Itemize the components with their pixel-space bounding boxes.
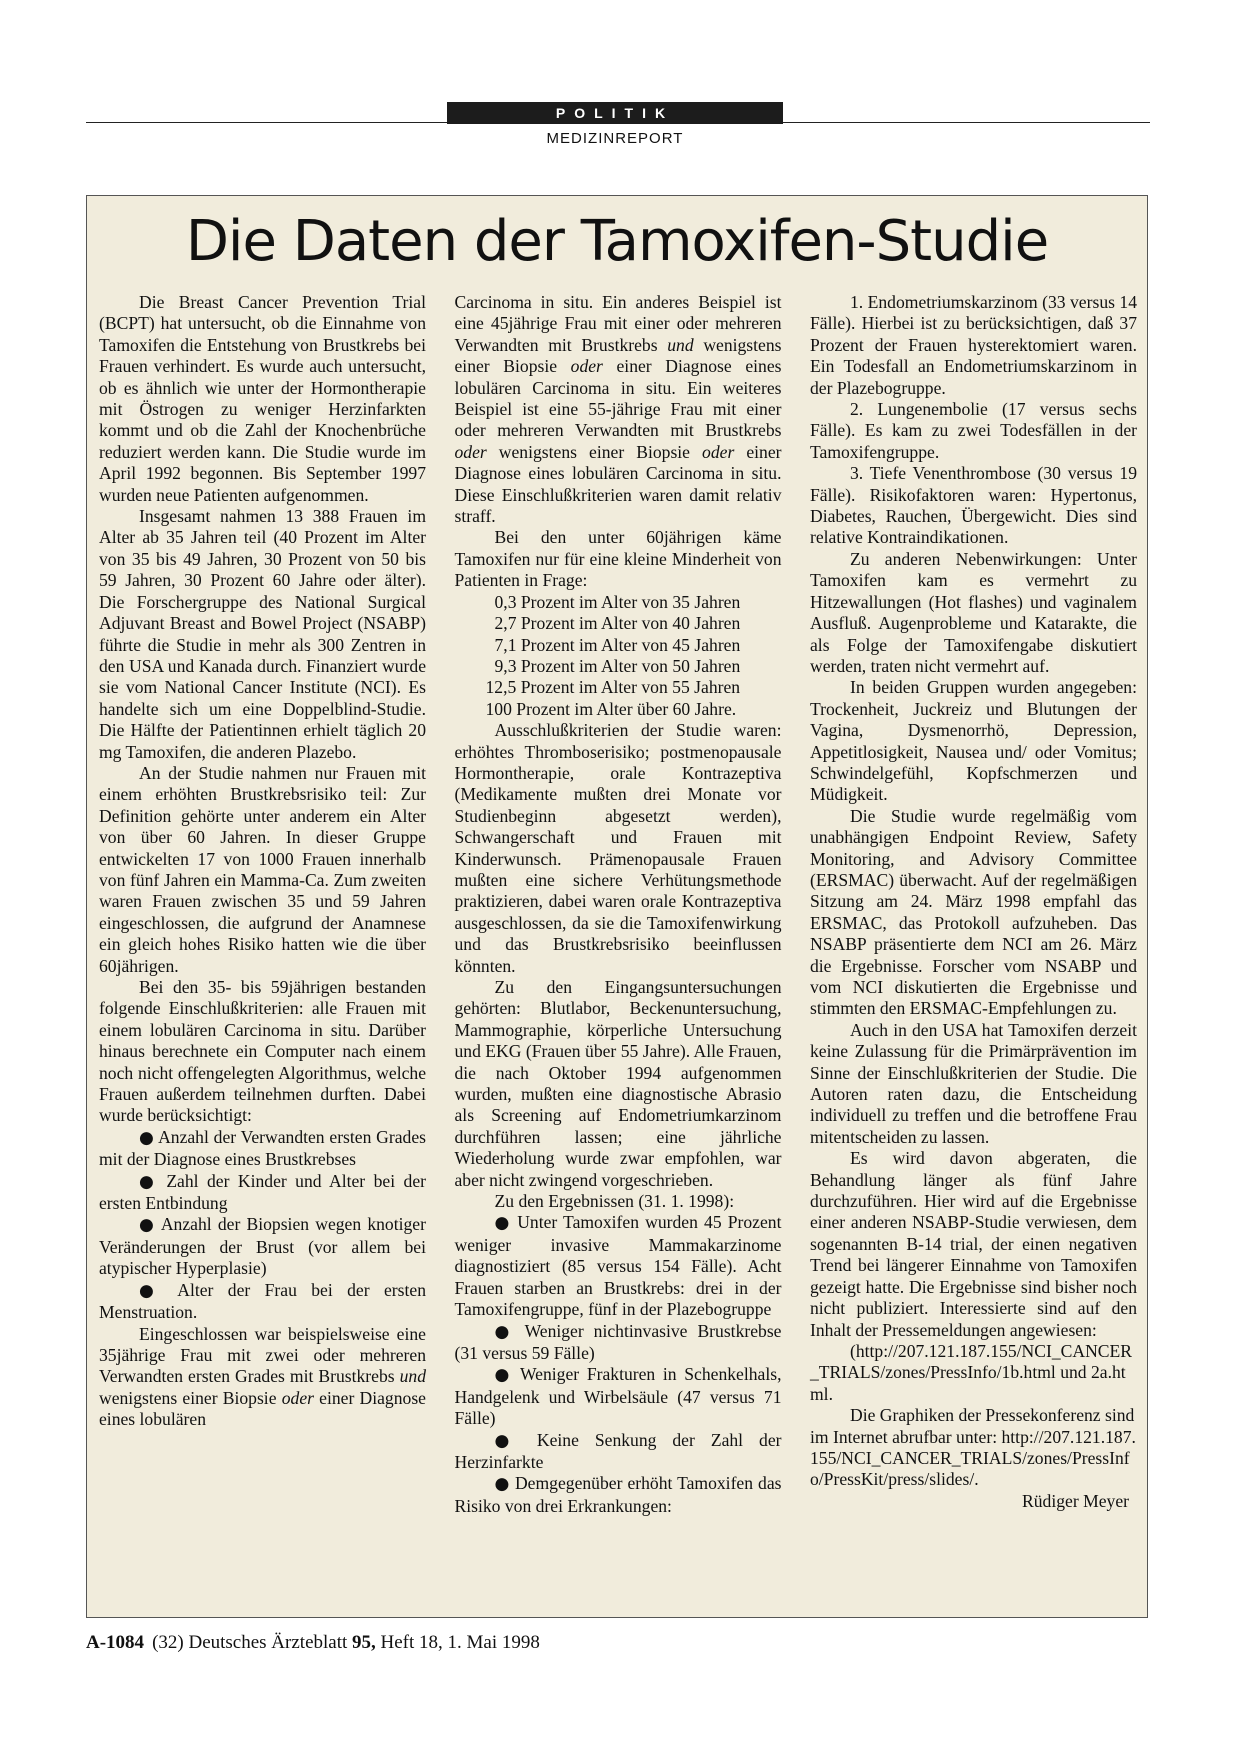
bullet-icon: ● bbox=[494, 1430, 521, 1451]
bullet-icon: ● bbox=[139, 1171, 158, 1192]
paragraph bbox=[99, 1324, 426, 1431]
age-list-item: 9,3 Prozent im Alter von 50 Jahren bbox=[494, 655, 741, 676]
column-2 bbox=[455, 292, 782, 1517]
bullet-icon: ● bbox=[494, 1321, 515, 1342]
bullet-text: Anzahl der Verwandten ersten Grades mit der Diagnose eines Brustkrebses bbox=[99, 1126, 427, 1170]
age-list-item: 7,1 Prozent im Alter von 45 Jahren bbox=[494, 634, 741, 655]
graphics-url: Die Graphiken der Pressekonferenz sind im Internet abrufbar unter: http://207.121.187.155/NCI_CANCER_TRIALS/zones/PressInfo/PressKit/press/slides/. bbox=[810, 1405, 1136, 1490]
paragraph: An der Studie nahmen nur Frauen mit einem erhöhten Brustkrebsrisiko teil: Zur Definition gehörte unter anderem ein Alter von über 60 Jahren. In dieser Gruppe entwickelten 17 von 1000 Frauen innerhalb von fünf Jahren ein Mamma-Ca. Zum zweiten waren Frauen zwischen 35 und 59 Jahren eingeschlossen, die aufgrund der Anamnese ein gleich hohes Risiko hatten wie die über 60jährigen. bbox=[99, 762, 426, 976]
bullet-icon: ● bbox=[494, 1474, 510, 1495]
emphasis: oder bbox=[570, 356, 603, 377]
bullet-item bbox=[455, 1321, 782, 1365]
bullet-text: Zahl der Kinder und Alter bei der ersten Entbindung bbox=[99, 1170, 426, 1214]
citation-issue: Heft 18, 1. Mai 1998 bbox=[375, 1632, 540, 1653]
paragraph: Auch in den USA hat Tamoxifen derzeit keine Zulassung für die Primärprävention im Sinne der Einschlußkriterien der Studie. Die Autoren raten dazu, die Entscheidung individuell zu treffen und die betroffene Frau mitentscheiden zu lassen. bbox=[810, 1019, 1137, 1147]
emphasis: oder bbox=[281, 1387, 314, 1408]
bullet-text: Weniger Frakturen in Schenkelhals, Handgelenk und Wirbelsäule (47 versus 71 Fälle) bbox=[454, 1364, 782, 1429]
emphasis: oder bbox=[454, 441, 487, 462]
paragraph: Zu anderen Nebenwirkungen: Unter Tamoxifen kam es vermehrt zu Hitzewallungen (Hot flashes) und vaginalem Ausfluß. Augenprobleme und Katarakte, die als Folge der Tamoxifengabe diskutiert werden, traten nicht vermehrt auf. bbox=[810, 548, 1137, 676]
bullet-icon: ● bbox=[139, 1215, 156, 1236]
bullet-icon: ● bbox=[494, 1365, 513, 1386]
paragraph: Insgesamt nahmen 13 388 Frauen im Alter ab 35 Jahren teil (40 Prozent im Alter von 35 bis 49 Jahren, 30 Prozent von 50 bis 59 Jahren, 30 Prozent 60 Jahre oder älter). Die Forschergruppe des National Surgical Adjuvant Breast and Bowel Project (NSABP) führte die Studie in mehr als 300 Zentren in den USA und Kanada durch. Finanziert wurde sie vom National Cancer Institute (NCI). Es handelte sich um eine Doppelblind-Studie. Die Hälfte der Patientinnen erhielt täglich 20 mg Tamoxifen, die anderen Plazebo. bbox=[99, 506, 426, 762]
column-1 bbox=[99, 292, 426, 1517]
paragraph: Bei den unter 60jährigen käme Tamoxifen nur für eine kleine Minderheit von Patienten in Frage: bbox=[454, 527, 782, 591]
article-box bbox=[86, 195, 1148, 1618]
bullet-item bbox=[455, 1212, 782, 1320]
bullet-item bbox=[99, 1171, 426, 1215]
press-url: (http://207.121.187.155/NCI_CANCER_TRIALS/zones/PressInfo/1b.html und 2a.html. bbox=[810, 1340, 1132, 1404]
text-run: einer Diagnose eines lobulären Carcinoma in situ. Ein weiteres Beispiel ist eine 55-jährige Frau mit einer oder mehreren Verwandten mit Brustkrebs bbox=[454, 356, 782, 441]
bullet-text: Anzahl der Biopsien wegen knotiger Veränderungen der Brust (vor allem bei atypischer Hyperplasie) bbox=[99, 1214, 426, 1279]
age-list-item: 2,7 Prozent im Alter von 40 Jahren bbox=[494, 613, 741, 634]
author-name: Rüdiger Meyer bbox=[1022, 1490, 1129, 1511]
bullet-text: Keine Senkung der Zahl der Herzinfarkte bbox=[454, 1429, 782, 1472]
paragraph: Die Breast Cancer Prevention Trial (BCPT) hat untersucht, ob die Einnahme von Tamoxifen die Entstehung von Brustkrebs bei Frauen verhindert. Es wurde auch untersucht, ob es ähnlich wie unter der Hormontherapie mit Östrogen zu weniger Herzinfarkten kommt und ob die Zahl der Knochenbrüche reduziert werden kann. Die Studie wurde im April 1992 begonnen. Bis September 1997 wurden neue Patienten aufgenommen. bbox=[99, 292, 426, 505]
emphasis: oder bbox=[702, 441, 735, 462]
text-run: wenigstens einer Biopsie bbox=[454, 334, 782, 377]
citation-text: (32) Deutsches Ärzteblatt bbox=[152, 1632, 353, 1653]
emphasis: und bbox=[399, 1366, 426, 1387]
bullet-text: Weniger nichtinvasive Brustkrebse (31 versus 59 Fälle) bbox=[454, 1320, 782, 1363]
bullet-item bbox=[455, 1364, 782, 1429]
age-list-item: 12,5 Prozent im Alter von 55 Jahren bbox=[485, 677, 741, 698]
paragraph: In beiden Gruppen wurden angegeben: Trockenheit, Juckreiz und Blutungen der Vagina, Dysmenorrhö, Depression, Appetitlosigkeit, Nausea und/ oder Vomitus; Schwindelgefühl, Kopfschmerzen und Müdigkeit. bbox=[810, 677, 1137, 805]
bullet-item bbox=[455, 1473, 782, 1517]
subsection-label: MEDIZINREPORT bbox=[546, 130, 684, 147]
bullet-text: Demgegenüber erhöht Tamoxifen das Risiko von drei Erkrankungen: bbox=[454, 1473, 782, 1516]
text-run: Carcinoma in situ. Ein anderes Beispiel ist eine 45jährige Frau mit einer oder mehreren Verwandten mit Brustkrebs bbox=[454, 292, 782, 355]
bullet-item bbox=[99, 1280, 426, 1324]
bullet-icon: ● bbox=[494, 1213, 512, 1234]
bullet-item bbox=[99, 1127, 426, 1171]
paragraph: Zu den Eingangsuntersuchungen gehörten: Blutlabor, Beckenuntersuchung, Mammographie, körperliche Untersuchung und EKG (Frauen über 55 Jahre). Alle Frauen, die nach Oktober 1994 aufgenommen wurden, mußten eine diagnostische Abrasio als Screening auf Endometriumkarzinom durchführen lassen; eine jährliche Wiederholung wurde zwar empfohlen, war aber nicht zwingend vorgeschrieben. bbox=[454, 977, 782, 1190]
page-footer bbox=[86, 1632, 540, 1654]
bullet-icon: ● bbox=[139, 1127, 155, 1148]
emphasis: und bbox=[667, 334, 694, 355]
age-list-item: 100 Prozent im Alter über 60 Jahre. bbox=[485, 698, 737, 719]
bullet-icon: ● bbox=[139, 1280, 164, 1301]
text-run: Eingeschlossen war beispielsweise eine 35jährige Frau mit zwei oder mehreren Verwandten ersten Grades mit Brustkrebs bbox=[99, 1323, 426, 1387]
volume-number: 95, bbox=[352, 1632, 376, 1653]
age-list-item: 0,3 Prozent im Alter von 35 Jahren bbox=[494, 591, 741, 612]
bullet-text: Unter Tamoxifen wurden 45 Prozent weniger invasive Mammakarzinome diagnostiziert (85 versus 154 Fälle). Acht Frauen starben an Brustkrebs: drei in der Tamoxifengruppe, fünf in der Plazebogruppe bbox=[454, 1212, 782, 1320]
paragraph: 1. Endometriumskarzinom (33 versus 14 Fälle). Hierbei ist zu berücksichtigen, daß 37 Prozent der Frauen hysterektomiert waren. Ein Todesfall an Endometriumskarzinom in der Plazebogruppe. bbox=[810, 292, 1137, 398]
paragraph: Zu den Ergebnissen (31. 1. 1998): bbox=[494, 1191, 735, 1212]
paragraph: Bei den 35- bis 59jährigen bestanden folgende Einschlußkriterien: alle Frauen mit einem lobulären Carcinoma in situ. Darüber hinaus berechnete ein Computer nach einem noch nicht offengelegten Algorithmus, welche Frauen außerdem teilnehmen durften. Dabei wurde berücksichtigt: bbox=[99, 977, 426, 1126]
paragraph: Ausschlußkriterien der Studie waren: erhöhtes Thromboserisiko; postmenopausale Hormontherapie, orale Kontrazeptiva (Medikamente mußten drei Monate vor Studienbeginn abgesetzt werden), Schwangerschaft und Frauen mit Kinderwunsch. Prämenopausale Frauen mußten eine sichere Verhütungsmethode praktizieren, dabei waren orale Kontrazeptiva ausgeschlossen, da sie die Tamoxifenwirkung und das Brustkrebsrisiko beeinflussen könnten. bbox=[454, 720, 782, 976]
paragraph: Die Studie wurde regelmäßig vom unabhängigen Endpoint Review, Safety Monitoring, and Advisory Committee (ERSMAC) überwacht. Auf der regelmäßigen Sitzung am 24. März 1998 empfahl das ERSMAC, das Protokoll aufzuheben. Das NSABP präsentierte dem NCI am 26. März die Ergebnisse. Forscher vom NSABP und vom NCI diskutierten die Ergebnisse und stimmten den ERSMAC-Empfehlungen zu. bbox=[810, 805, 1137, 1019]
bullet-text: Alter der Frau bei der ersten Menstruation. bbox=[99, 1279, 426, 1323]
text-run: wenigstens einer Biopsie bbox=[486, 441, 703, 462]
text-run: wenigstens einer Biopsie bbox=[99, 1387, 282, 1408]
text-run: einer Diagnose eines lobulären Carcinoma in situ. Diese Einschlußkriterien waren damit relativ straff. bbox=[454, 441, 782, 527]
column-3 bbox=[810, 292, 1137, 1517]
page-code: A-1084 bbox=[86, 1632, 145, 1653]
bullet-item bbox=[99, 1214, 426, 1279]
bullet-item bbox=[455, 1430, 782, 1474]
article-title: Die Daten der Tamoxifen-Studie bbox=[185, 209, 1049, 274]
section-label: POLITIK bbox=[447, 102, 783, 124]
text-run: einer Diagnose eines lobulären bbox=[99, 1387, 426, 1430]
article-columns bbox=[99, 292, 1137, 1517]
paragraph: 2. Lungenembolie (17 versus sechs Fälle). Es kam zu zwei Todesfällen in der Tamoxifengruppe. bbox=[810, 399, 1137, 462]
paragraph: Es wird davon abgeraten, die Behandlung länger als fünf Jahre durchzuführen. Hier wird auf die Ergebnisse einer anderen NSABP-Studie verwiesen, dem sogenannten B-14 trial, der einen negativen Trend bei längerer Einnahme von Tamoxifen gezeigt hatte. Die Ergebnisse sind bisher noch nicht publiziert. Interessierte sind auf den Inhalt der Pressemeldungen angewiesen: bbox=[810, 1148, 1137, 1340]
paragraph: 3. Tiefe Venenthrombose (30 versus 19 Fälle). Risikofaktoren waren: Hypertonus, Diabetes, Rauchen, Übergewicht. Dies sind relative Kontraindikationen. bbox=[810, 463, 1137, 548]
paragraph bbox=[455, 292, 782, 527]
